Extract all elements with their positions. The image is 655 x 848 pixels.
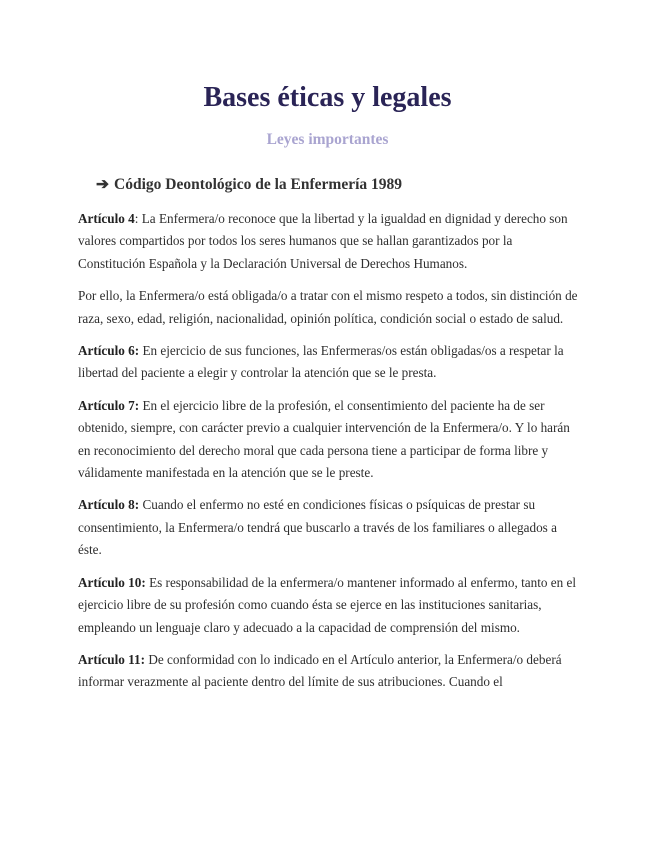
- article-separator: :: [134, 211, 139, 226]
- paragraph-articulo-10: [78, 572, 580, 639]
- paragraph-articulo-6: [78, 340, 580, 385]
- article-text: De conformidad con lo indicado en el Artículo anterior, la Enfermera/o deberá informar verazmente al paciente dentro del límite de sus atribuciones. Cuando el: [78, 651, 562, 690]
- article-text: En ejercicio de sus funciones, las Enfermeras/os están obligadas/os a respetar la libertad del paciente a elegir y controlar la atención que se le presta.: [78, 343, 564, 381]
- paragraph-articulo-7: [78, 395, 580, 485]
- paragraph-por-ello: [78, 285, 580, 330]
- paragraph-text: Por ello, la Enfermera/o está obligada/o a tratar con el mismo respeto a todos, sin distinción de raza, sexo, edad, religión, nacionalidad, opinión política, condición social o estado de salud.: [78, 288, 578, 326]
- page-subtitle: Leyes importantes: [266, 131, 389, 148]
- paragraph-articulo-4: [78, 208, 580, 275]
- article-text: En el ejercicio libre de la profesión, el consentimiento del paciente ha de ser obtenido, siempre, con carácter previo a cualquier intervención de la Enfermera/o. Y lo harán en reconocimiento del derecho moral que cada persona tiene a participar de forma libre y válidamente manifestada en la atención que se le preste.: [78, 397, 570, 481]
- paragraph-articulo-8: [78, 494, 580, 561]
- page-title: Bases éticas y legales: [203, 82, 452, 113]
- article-text: Cuando el enfermo no esté en condiciones físicas o psíquicas de prestar su consentimiento, la Enfermera/o tendrá que buscarlo a través de los familiares o allegados a éste.: [78, 497, 557, 558]
- article-label: Artículo 8:: [78, 497, 140, 513]
- arrow-right-icon: ➔: [96, 176, 109, 193]
- article-text: La Enfermera/o reconoce que la libertad y la igualdad en dignidad y derecho son valores compartidos por todos los seres humanos que se hallan garantizados por la Constitución Española y la Declaración Universal de Derechos Humanos.: [78, 211, 568, 271]
- article-label: Artículo 10:: [78, 574, 146, 590]
- section-heading: [96, 174, 402, 196]
- article-label: Artículo 4: [78, 211, 135, 226]
- section-heading-text: Código Deontológico de la Enfermería 1989: [114, 176, 403, 193]
- document-body: [78, 208, 580, 704]
- article-text: Es responsabilidad de la enfermera/o mantener informado al enfermo, tanto en el ejercicio libre de su profesión como cuando ésta se ejerce en las instituciones sanitarias, empleando un lenguaje claro y adecuado a la capacidad de comprensión del mismo.: [78, 574, 577, 635]
- paragraph-articulo-11: [78, 649, 580, 694]
- article-label: Artículo 7:: [78, 397, 140, 413]
- article-label: Artículo 6:: [78, 343, 140, 359]
- article-label: Artículo 11:: [78, 651, 146, 667]
